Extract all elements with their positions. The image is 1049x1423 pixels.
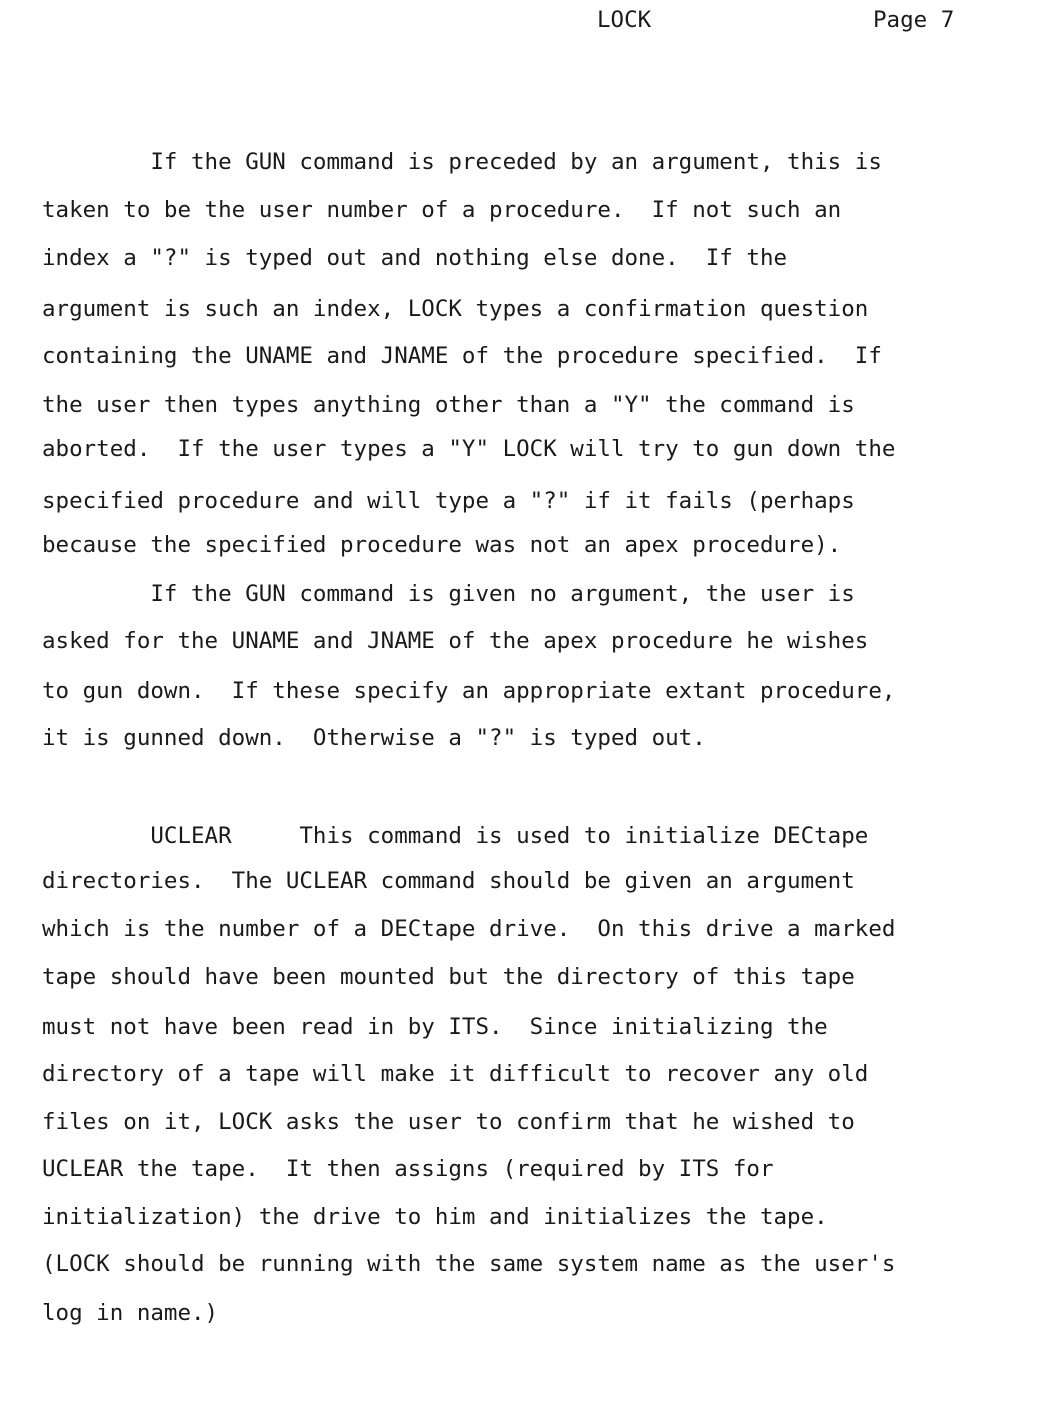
text-line: If the GUN command is preceded by an argument, this is — [42, 149, 882, 175]
text-line: initialization) the drive to him and initializes the tape. — [42, 1204, 828, 1230]
header-title: LOCK — [597, 7, 652, 33]
text-line: specified procedure and will type a "?" if it fails (perhaps — [42, 488, 855, 514]
text-line: to gun down. If these specify an appropriate extant procedure, — [42, 678, 896, 704]
text-line: the user then types anything other than a "Y" the command is — [42, 392, 855, 418]
text-line: If the GUN command is given no argument, the user is — [42, 581, 855, 607]
text-line: taken to be the user number of a procedure. If not such an — [42, 197, 842, 223]
text-line: it is gunned down. Otherwise a "?" is typed out. — [42, 725, 706, 751]
text-line: directories. The UCLEAR command should be given an argument — [42, 868, 855, 894]
text-line: log in name.) — [42, 1300, 219, 1326]
text-line: UCLEAR This command is used to initialize DECtape — [42, 823, 869, 849]
text-line: index a "?" is typed out and nothing else done. If the — [42, 245, 788, 271]
text-line: because the specified procedure was not an apex procedure). — [42, 532, 842, 558]
text-line: argument is such an index, LOCK types a confirmation question — [42, 296, 869, 322]
text-line: must not have been read in by ITS. Since initializing the — [42, 1014, 828, 1040]
text-line: aborted. If the user types a "Y" LOCK will try to gun down the — [42, 436, 896, 462]
text-line: which is the number of a DECtape drive. On this drive a marked — [42, 916, 896, 942]
text-line: tape should have been mounted but the directory of this tape — [42, 964, 855, 990]
text-line: asked for the UNAME and JNAME of the apex procedure he wishes — [42, 628, 869, 654]
header-page-number: Page 7 — [873, 7, 955, 33]
text-line: (LOCK should be running with the same system name as the user's — [42, 1251, 896, 1277]
text-line: directory of a tape will make it difficult to recover any old — [42, 1061, 869, 1087]
text-line: UCLEAR the tape. It then assigns (required by ITS for — [42, 1156, 774, 1182]
text-line: containing the UNAME and JNAME of the procedure specified. If — [42, 343, 882, 369]
text-line: files on it, LOCK asks the user to confirm that he wished to — [42, 1109, 855, 1135]
